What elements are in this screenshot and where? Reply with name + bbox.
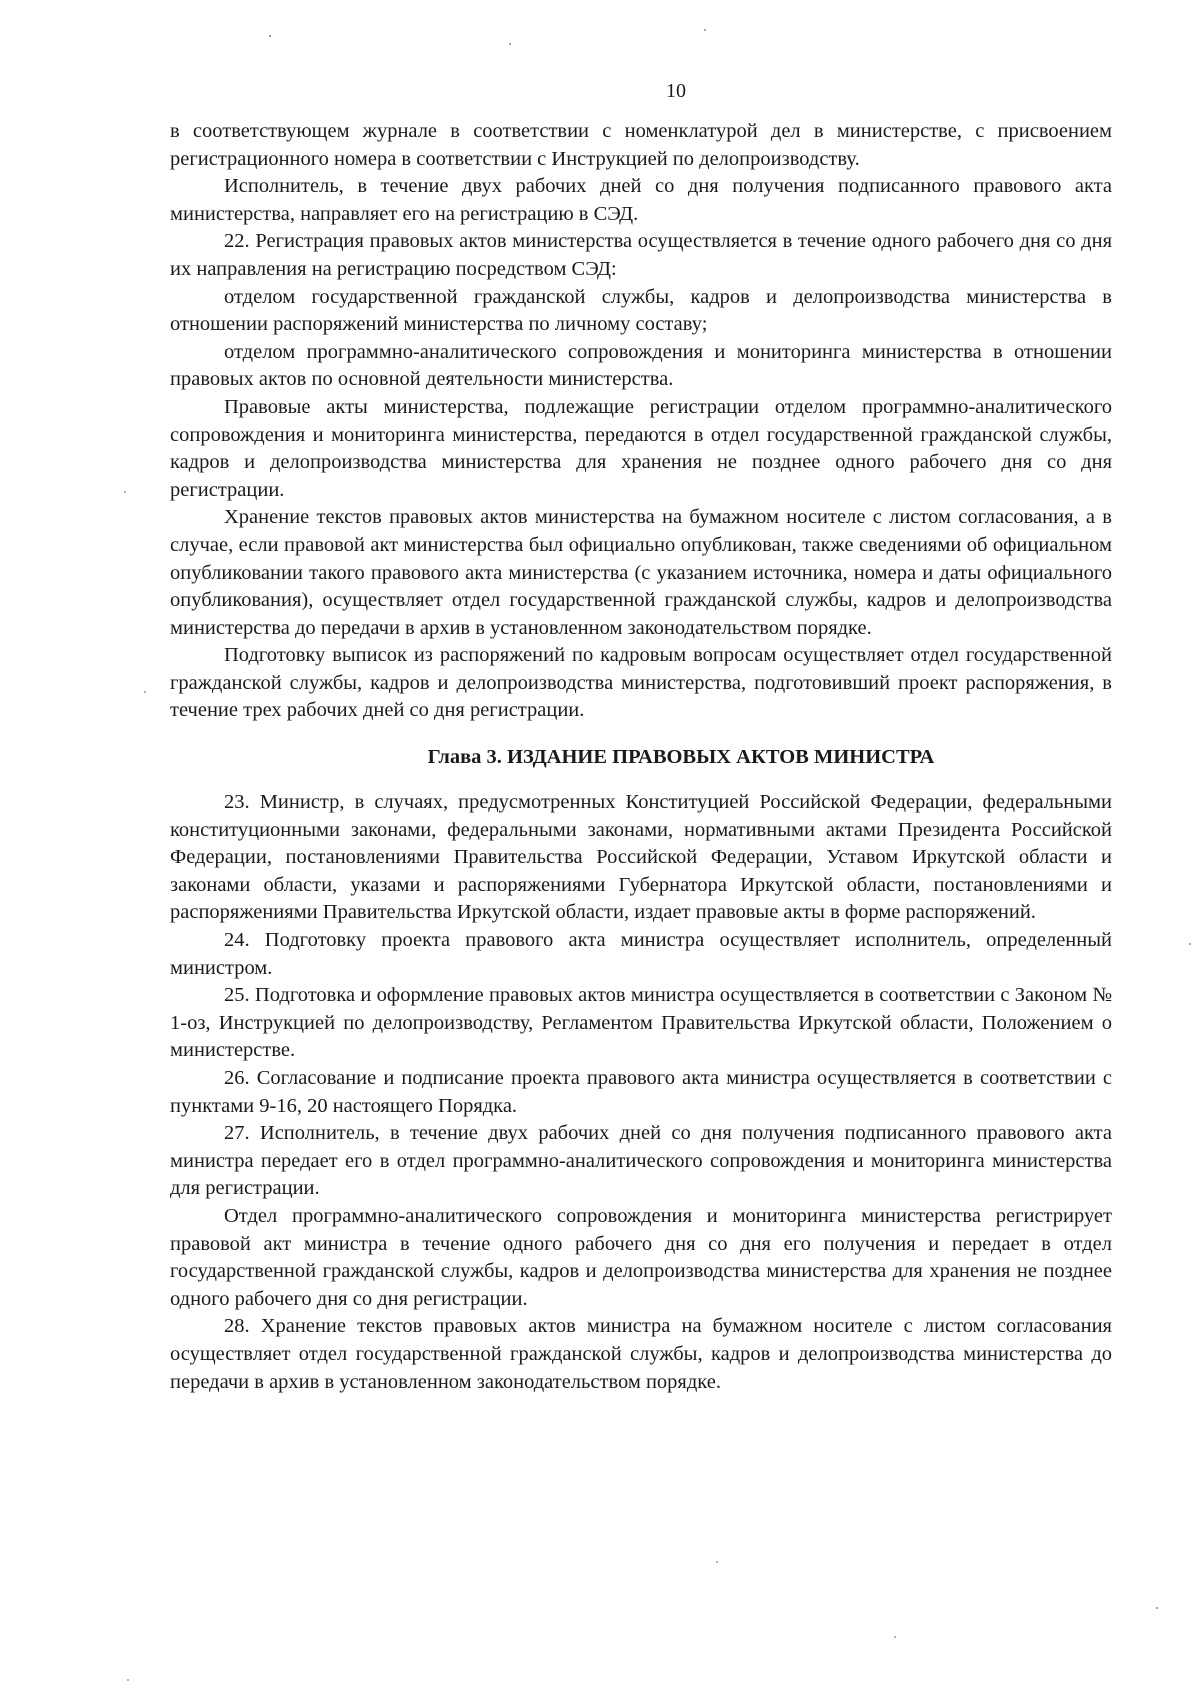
paragraph: отделом программно-аналитического сопровождения и мониторинга министерства в отношении правовых актов по основной деятельности министерства. [170,340,1112,391]
paragraph: в соответствующем журнале в соответствии с номенклатурой дел в министерстве, с присвоением регистрационного номера в соответствии с Инструкцией по делопроизводству. [170,120,1112,170]
chapter-heading: Глава 3. ИЗДАНИЕ ПРАВОВЫХ АКТОВ МИНИСТРА [427,746,935,769]
paragraph: Исполнитель, в течение двух рабочих дней со дня получения подписанного правового акта министерства, направляет его на регистрацию в СЭД. [170,175,1112,225]
paragraphs-bottom [170,789,1112,1396]
paragraph-item-28: 28. Хранение текстов правовых актов министра на бумажном носителе с листом согласования осуществляет отдел государственной гражданской службы, кадров и делопроизводства министерства до передачи в архив в установленном законодательством порядке. [170,1315,1112,1393]
paragraph-item-24: 24. Подготовку проекта правового акта министра осуществляет исполнитель, определенный министром. [170,929,1112,979]
paragraph-item-27: 27. Исполнитель, в течение двух рабочих дней со дня получения подписанного правового акта министра передает его в отдел программно-аналитического сопровождения и мониторинга министерства для регистрации. [170,1122,1112,1200]
paragraph: Отдел программно-аналитического сопровождения и мониторинга министерства регистрирует правовой акт министра в течение одного рабочего дня со дня его получения и передает в отдел государственной гражданской службы, кадров и делопроизводства министерства для хранения не позднее одного рабочего дня со дня регистрации. [170,1204,1112,1310]
paragraph-item-22: 22. Регистрация правовых актов министерства осуществляется в течение одного рабочего дня со дня их направления на регистрацию посредством СЭД: [170,230,1112,280]
paragraph: Хранение текстов правовых актов министерства на бумажном носителе с листом согласования, а в случае, если правовой акт министерства был официально опубликован, также сведениями об официальном опубликовании такого правового акта министерства (с указанием источника, номера и даты официального опубликования), осуществляет отдел государственной гражданской службы, кадров и делопроизводства министерства до передачи в архив в установленном законодательством порядке. [170,506,1112,639]
page-number: 10 [666,80,686,102]
paragraph: Правовые акты министерства, подлежащие регистрации отделом программно-аналитического сопровождения и мониторинга министерства, передаются в отдел государственной гражданской службы, кадров и делопроизводства министерства для хранения не позднее одного рабочего дня со дня регистрации. [170,395,1112,501]
paragraph: отделом государственной гражданской службы, кадров и делопроизводства министерства в отношении распоряжений министерства по личному составу; [170,285,1112,336]
paragraph-item-25: 25. Подготовка и оформление правовых актов министра осуществляется в соответствии с Законом № 1-оз, Инструкцией по делопроизводству, Регламентом Правительства Иркутской области, Положением о министерстве. [170,984,1112,1062]
paragraph: Подготовку выписок из распоряжений по кадровым вопросам осуществляет отдел государственной гражданской службы, кадров и делопроизводства министерства, подготовивший проект распоряжения, в течение трех рабочих дней со дня регистрации. [170,644,1112,722]
paragraph-item-26: 26. Согласование и подписание проекта правового акта министра осуществляется в соответствии с пунктами 9-16, 20 настоящего Порядка. [170,1067,1112,1117]
paragraphs-top [170,118,1112,725]
document-page [170,78,1112,1396]
paragraph-item-23: 23. Министр, в случаях, предусмотренных Конституцией Российской Федерации, федеральными конституционными законами, федеральными законами, нормативными актами Президента Российской Федерации, постановлениями Правительства Российской Федерации, Уставом Иркутской области и законами области, указами и распоряжениями Губернатора Иркутской области, постановлениями и распоряжениями Правительства Иркутской области, издает правовые акты в форме распоряжений. [170,791,1112,924]
